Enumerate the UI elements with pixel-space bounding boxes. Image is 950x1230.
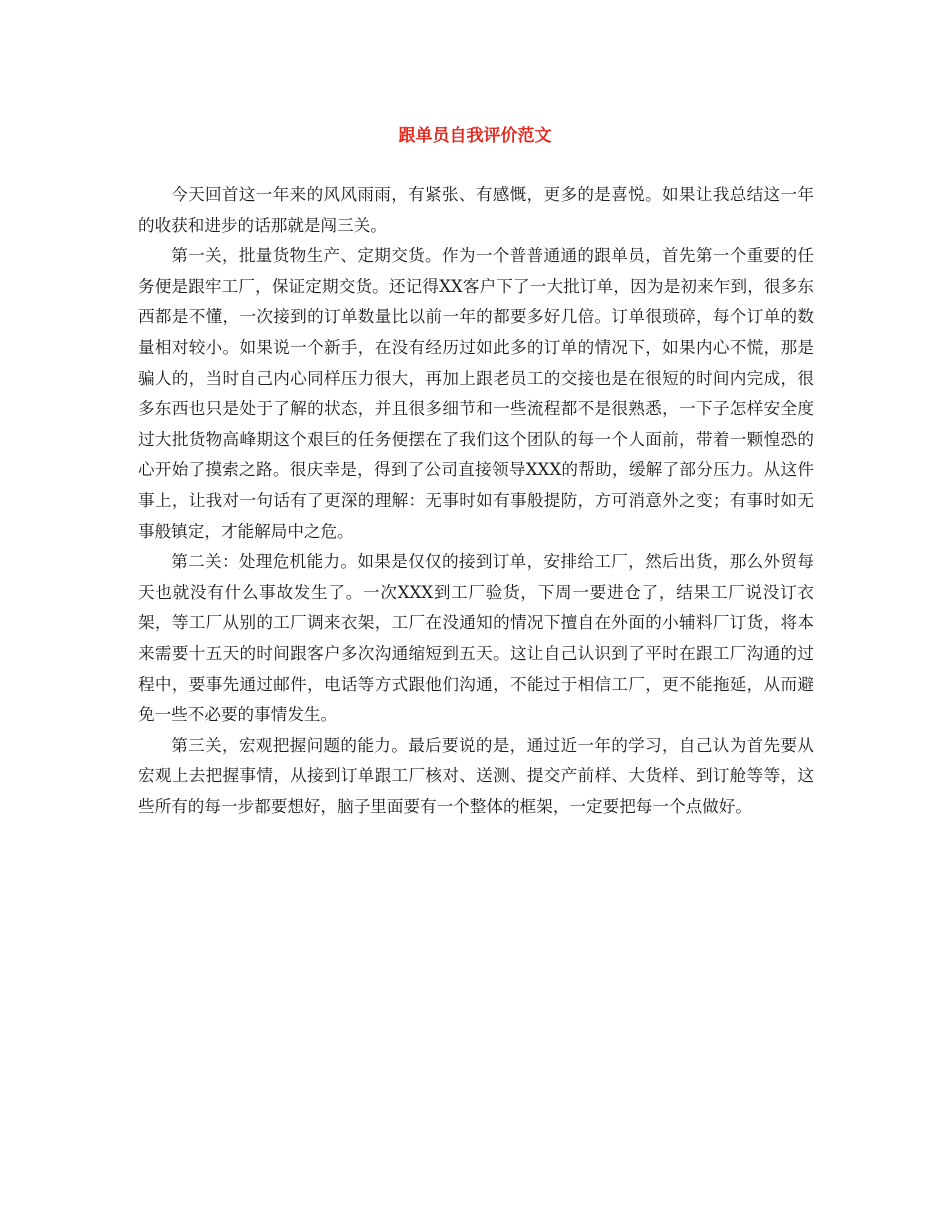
paragraph-intro: 今天回首这一年来的风风雨雨，有紧张、有感慨，更多的是喜悦。如果让我总结这一年的收获和进步的话那就是闯三关。 xyxy=(138,185,814,235)
paragraph-first-pass: 第一关，批量货物生产、定期交货。作为一个普普通通的跟单员，首先第一个重要的任务便是跟牢工厂，保证定期交货。还记得XX客户下了一大批订单，因为是初来乍到，很多东西都是不懂，一次接到的订单数量比以前一年的都要多好几倍。订单很琐碎，每个订单的数量相对较小。如果说一个新手，在没有经历过如此多的订单的情况下，如果内心不慌，那是骗人的，当时自己内心同样压力很大，再加上跟老员工的交接也是在很短的时间内完成，很多东西也只是处于了解的状态，并且很多细节和一些流程都不是很熟悉，一下子怎样安全度过大批货物高峰期这个艰巨的任务便摆在了我们这个团队的每一个人面前，带着一颗惶恐的心开始了摸索之路。很庆幸是，得到了公司直接领导XXX的帮助，缓解了部分压力。从这件事上，让我对一句话有了更深的理解：无事时如有事般提防，方可消意外之变；有事时如无事般镇定，才能解局中之危。 xyxy=(138,246,814,541)
paragraph-second-pass: 第二关：处理危机能力。如果是仅仅的接到订单，安排给工厂，然后出货，那么外贸每天也就没有什么事故发生了。一次XXX到工厂验货，下周一要进仓了，结果工厂说没订衣架，等工厂从别的工厂调来衣架，工厂在没通知的情况下擅自在外面的小辅料厂订货，将本来需要十五天的时间跟客户多次沟通缩短到五天。这让自己认识到了平时在跟工厂沟通的过程中，要事先通过邮件，电话等方式跟他们沟通，不能过于相信工厂，更不能拖延，从而避免一些不必要的事情发生。 xyxy=(138,552,814,725)
document-body xyxy=(138,180,814,822)
document-title: 跟单员自我评价范文 xyxy=(398,126,552,146)
paragraph-third-pass: 第三关，宏观把握问题的能力。最后要说的是，通过近一年的学习，自己认为首先要从宏观上去把握事情，从接到订单跟工厂核对、送测、提交产前样、大货样、到订舱等等，这些所有的每一步都要想好，脑子里面要有一个整体的框架，一定要把每一个点做好。 xyxy=(138,735,814,816)
